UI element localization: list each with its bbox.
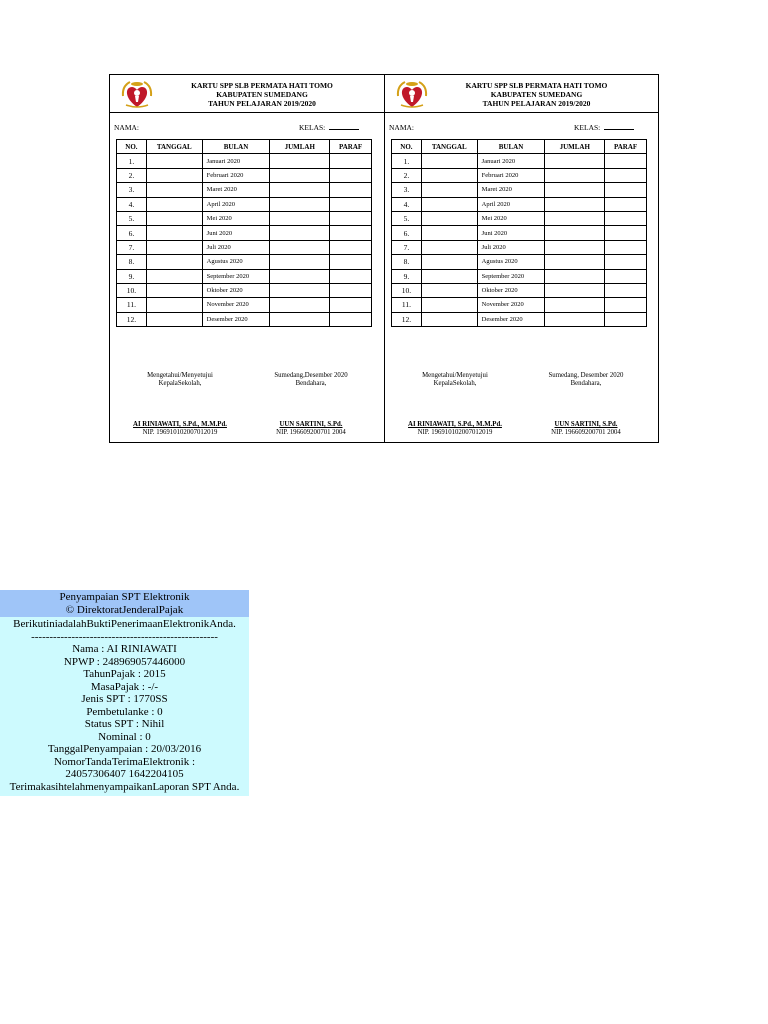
spt-line: TanggalPenyampaian : 20/03/2016 [47, 743, 202, 755]
tanggal-cell [146, 255, 202, 269]
tanggal-cell [421, 240, 477, 254]
spt-line: 24057306407 1642204105 [65, 768, 184, 780]
jumlah-cell [545, 269, 605, 283]
spt-line: TahunPajak : 2015 [83, 668, 166, 680]
card-title-line: KARTU SPP SLB PERMATA HATI TOMO [465, 81, 608, 90]
row-number: 3. [117, 183, 147, 197]
jumlah-cell [270, 197, 330, 211]
tanggal-cell [421, 154, 477, 168]
jumlah-cell [545, 211, 605, 225]
spt-line: Status SPT : Nihil [84, 718, 165, 730]
jumlah-cell [270, 283, 330, 297]
tanggal-cell [421, 183, 477, 197]
paraf-cell [605, 211, 647, 225]
jumlah-cell [270, 240, 330, 254]
principal-nip: NIP. 196910102007012019 [142, 429, 218, 436]
card-title-line: KABUPATEN SUMEDANG [216, 90, 308, 99]
tanggal-cell [146, 240, 202, 254]
spt-line: --------------------------------------------------- [31, 630, 218, 643]
treasurer-nip: NIP. 196609200701 2004 [551, 429, 621, 436]
kelas-field [574, 123, 634, 132]
row-number: 5. [392, 211, 422, 225]
principal-name-block [390, 421, 520, 437]
signature-caption: Mengetahui/Menyetujui [147, 372, 213, 379]
paraf-cell [605, 240, 647, 254]
tanggal-cell [146, 283, 202, 297]
kelas-label: KELAS: [299, 123, 326, 132]
treasurer-name: UUN SARTINI, S.Pd. [554, 421, 618, 428]
signature-right [531, 372, 641, 388]
table-row [117, 197, 372, 211]
bulan-cell: Maret 2020 [202, 183, 270, 197]
table-header-row [392, 140, 647, 154]
spp-card-right [384, 75, 658, 442]
principal-name: AI RINIAWATI, S.Pd., M.M.Pd. [408, 421, 502, 428]
bulan-cell: Juli 2020 [477, 240, 545, 254]
table-row [117, 312, 372, 326]
kelas-label: KELAS: [574, 123, 601, 132]
column-header: PARAF [605, 140, 647, 154]
table-row [117, 226, 372, 240]
card-header [110, 75, 384, 113]
jumlah-cell [545, 255, 605, 269]
tanggal-cell [421, 283, 477, 297]
spt-line: Pembetulanke : 0 [86, 705, 163, 718]
table-row [117, 269, 372, 283]
column-header: PARAF [330, 140, 372, 154]
paraf-cell [605, 283, 647, 297]
column-header: BULAN [477, 140, 545, 154]
paraf-cell [605, 154, 647, 168]
table-row [392, 168, 647, 182]
bulan-cell: September 2020 [202, 269, 270, 283]
bulan-cell: April 2020 [477, 197, 545, 211]
paraf-cell [605, 255, 647, 269]
row-number: 8. [392, 255, 422, 269]
table-row [392, 298, 647, 312]
spt-line: MasaPajak : -/- [90, 680, 159, 693]
table-row [392, 240, 647, 254]
paraf-cell [330, 197, 372, 211]
bulan-cell: September 2020 [477, 269, 545, 283]
treasurer-nip: NIP. 196609200701 2004 [276, 429, 346, 436]
jumlah-cell [545, 312, 605, 326]
card-title-line: TAHUN PELAJARAN 2019/2020 [482, 99, 591, 108]
bulan-cell: Juni 2020 [202, 226, 270, 240]
tanggal-cell [421, 255, 477, 269]
bulan-cell: Februari 2020 [202, 168, 270, 182]
spt-body [0, 617, 249, 796]
column-header: TANGGAL [146, 140, 202, 154]
row-number: 6. [117, 226, 147, 240]
paraf-cell [330, 240, 372, 254]
card-title-line: KABUPATEN SUMEDANG [490, 90, 583, 99]
paraf-cell [605, 226, 647, 240]
spt-line: Nominal : 0 [98, 730, 151, 743]
jumlah-cell [270, 255, 330, 269]
treasurer-name: UUN SARTINI, S.Pd. [279, 421, 343, 428]
bulan-cell: Januari 2020 [202, 154, 270, 168]
spt-receipt [0, 590, 249, 796]
paraf-cell [330, 226, 372, 240]
table-row [117, 298, 372, 312]
tanggal-cell [421, 269, 477, 283]
student-info [389, 123, 650, 132]
jumlah-cell [270, 154, 330, 168]
table-row [392, 312, 647, 326]
row-number: 2. [117, 168, 147, 182]
signature-left [400, 372, 510, 388]
bulan-cell: Maret 2020 [477, 183, 545, 197]
table-row [117, 240, 372, 254]
spt-copyright: © DirektoratJenderalPajak [65, 603, 184, 616]
bulan-cell: Mei 2020 [477, 211, 545, 225]
tanggal-cell [421, 211, 477, 225]
spt-line: Nama : AI RINIAWATI [72, 643, 177, 655]
spt-title: Penyampaian SPT Elektronik [59, 591, 190, 603]
row-number: 4. [392, 197, 422, 211]
tanggal-cell [146, 197, 202, 211]
table-row [117, 168, 372, 182]
bulan-cell: November 2020 [477, 298, 545, 312]
card-title [140, 81, 384, 108]
paraf-cell [330, 168, 372, 182]
table-row [117, 154, 372, 168]
paraf-cell [330, 255, 372, 269]
bulan-cell: Agustus 2020 [202, 255, 270, 269]
row-number: 1. [117, 154, 147, 168]
nama-label: NAMA: [114, 123, 140, 132]
signature-right [256, 372, 366, 388]
principal-name: AI RINIAWATI, S.Pd., M.M.Pd. [133, 421, 227, 428]
tanggal-cell [421, 226, 477, 240]
jumlah-cell [270, 168, 330, 182]
signature-caption: Bendahara, [570, 380, 602, 387]
table-row [392, 269, 647, 283]
student-info [114, 123, 376, 132]
signature-caption: Mengetahui/Menyetujui [422, 372, 488, 379]
signature-caption: Bendahara, [295, 380, 327, 387]
row-number: 10. [392, 283, 422, 297]
column-header: JUMLAH [545, 140, 605, 154]
column-header: BULAN [202, 140, 270, 154]
signature-caption: Sumedang,Desember 2020 [274, 372, 348, 379]
jumlah-cell [545, 197, 605, 211]
payment-table [116, 139, 372, 327]
row-number: 5. [117, 211, 147, 225]
paraf-cell [330, 154, 372, 168]
row-number: 8. [117, 255, 147, 269]
paraf-cell [330, 298, 372, 312]
payment-table [391, 139, 647, 327]
jumlah-cell [270, 312, 330, 326]
paraf-cell [330, 283, 372, 297]
bulan-cell: Juli 2020 [202, 240, 270, 254]
spt-line: Jenis SPT : 1770SS [81, 693, 168, 705]
spt-line: NomorTandaTerimaElektronik : [53, 755, 196, 768]
spt-line: BerikutiniadalahBuktiPenerimaanElektronikAnda. [13, 618, 236, 630]
row-number: 7. [392, 240, 422, 254]
paraf-cell [605, 269, 647, 283]
table-row [392, 197, 647, 211]
principal-name-block [115, 421, 245, 437]
column-header: NO. [392, 140, 422, 154]
jumlah-cell [545, 298, 605, 312]
spp-cards [109, 74, 659, 443]
tanggal-cell [146, 226, 202, 240]
card-title-line: TAHUN PELAJARAN 2019/2020 [208, 99, 316, 108]
jumlah-cell [270, 298, 330, 312]
signature-caption: Sumedang, Desember 2020 [548, 372, 624, 379]
bulan-cell: Oktober 2020 [477, 283, 545, 297]
paraf-cell [605, 168, 647, 182]
bulan-cell: Oktober 2020 [202, 283, 270, 297]
paraf-cell [605, 197, 647, 211]
table-row [392, 283, 647, 297]
signature-caption: KepalaSekolah, [158, 380, 202, 387]
nama-label: NAMA: [389, 123, 415, 132]
paraf-cell [605, 312, 647, 326]
tanggal-cell [421, 312, 477, 326]
row-number: 12. [392, 312, 422, 326]
card-title-line: KARTU SPP SLB PERMATA HATI TOMO [191, 81, 333, 90]
row-number: 9. [392, 269, 422, 283]
jumlah-cell [545, 240, 605, 254]
tanggal-cell [146, 298, 202, 312]
tanggal-cell [146, 269, 202, 283]
row-number: 4. [117, 197, 147, 211]
tanggal-cell [421, 298, 477, 312]
jumlah-cell [545, 283, 605, 297]
tanggal-cell [146, 168, 202, 182]
bulan-cell: November 2020 [202, 298, 270, 312]
bulan-cell: Desember 2020 [202, 312, 270, 326]
tanggal-cell [421, 197, 477, 211]
row-number: 2. [392, 168, 422, 182]
paraf-cell [330, 183, 372, 197]
table-row [392, 183, 647, 197]
tanggal-cell [146, 183, 202, 197]
signature-caption: KepalaSekolah, [433, 380, 477, 387]
bulan-cell: April 2020 [202, 197, 270, 211]
paraf-cell [330, 269, 372, 283]
row-number: 11. [392, 298, 422, 312]
principal-nip: NIP. 196910102007012019 [417, 429, 493, 436]
row-number: 9. [117, 269, 147, 283]
bulan-cell: Juni 2020 [477, 226, 545, 240]
column-header: NO. [117, 140, 147, 154]
bulan-cell: Agustus 2020 [477, 255, 545, 269]
bulan-cell: Januari 2020 [477, 154, 545, 168]
jumlah-cell [545, 226, 605, 240]
card-title [415, 81, 658, 108]
row-number: 1. [392, 154, 422, 168]
row-number: 12. [117, 312, 147, 326]
table-row [117, 283, 372, 297]
kelas-blank [604, 129, 634, 130]
paraf-cell [330, 312, 372, 326]
jumlah-cell [270, 211, 330, 225]
kelas-blank [329, 129, 359, 130]
row-number: 11. [117, 298, 147, 312]
treasurer-name-block [246, 421, 376, 437]
paraf-cell [605, 183, 647, 197]
table-row [117, 183, 372, 197]
bulan-cell: Mei 2020 [202, 211, 270, 225]
tanggal-cell [421, 168, 477, 182]
row-number: 6. [392, 226, 422, 240]
table-row [117, 211, 372, 225]
table-row [392, 226, 647, 240]
row-number: 7. [117, 240, 147, 254]
spt-line: TerimakasihtelahmenyampaikanLaporan SPT Anda. [9, 780, 240, 793]
jumlah-cell [545, 168, 605, 182]
table-row [392, 154, 647, 168]
spt-line: NPWP : 248969057446000 [63, 655, 186, 668]
tanggal-cell [146, 312, 202, 326]
paraf-cell [605, 298, 647, 312]
kelas-field [299, 123, 359, 132]
treasurer-name-block [521, 421, 651, 437]
table-row [392, 255, 647, 269]
spp-card-left [110, 75, 384, 442]
jumlah-cell [545, 183, 605, 197]
row-number: 10. [117, 283, 147, 297]
paraf-cell [330, 211, 372, 225]
column-header: JUMLAH [270, 140, 330, 154]
jumlah-cell [270, 269, 330, 283]
bulan-cell: Desember 2020 [477, 312, 545, 326]
row-number: 3. [392, 183, 422, 197]
table-header-row [117, 140, 372, 154]
jumlah-cell [270, 226, 330, 240]
jumlah-cell [270, 183, 330, 197]
table-row [392, 211, 647, 225]
column-header: TANGGAL [421, 140, 477, 154]
jumlah-cell [545, 154, 605, 168]
bulan-cell: Februari 2020 [477, 168, 545, 182]
tanggal-cell [146, 211, 202, 225]
table-row [117, 255, 372, 269]
card-header [385, 75, 658, 113]
signature-left [125, 372, 235, 388]
spt-header [0, 590, 249, 617]
tanggal-cell [146, 154, 202, 168]
